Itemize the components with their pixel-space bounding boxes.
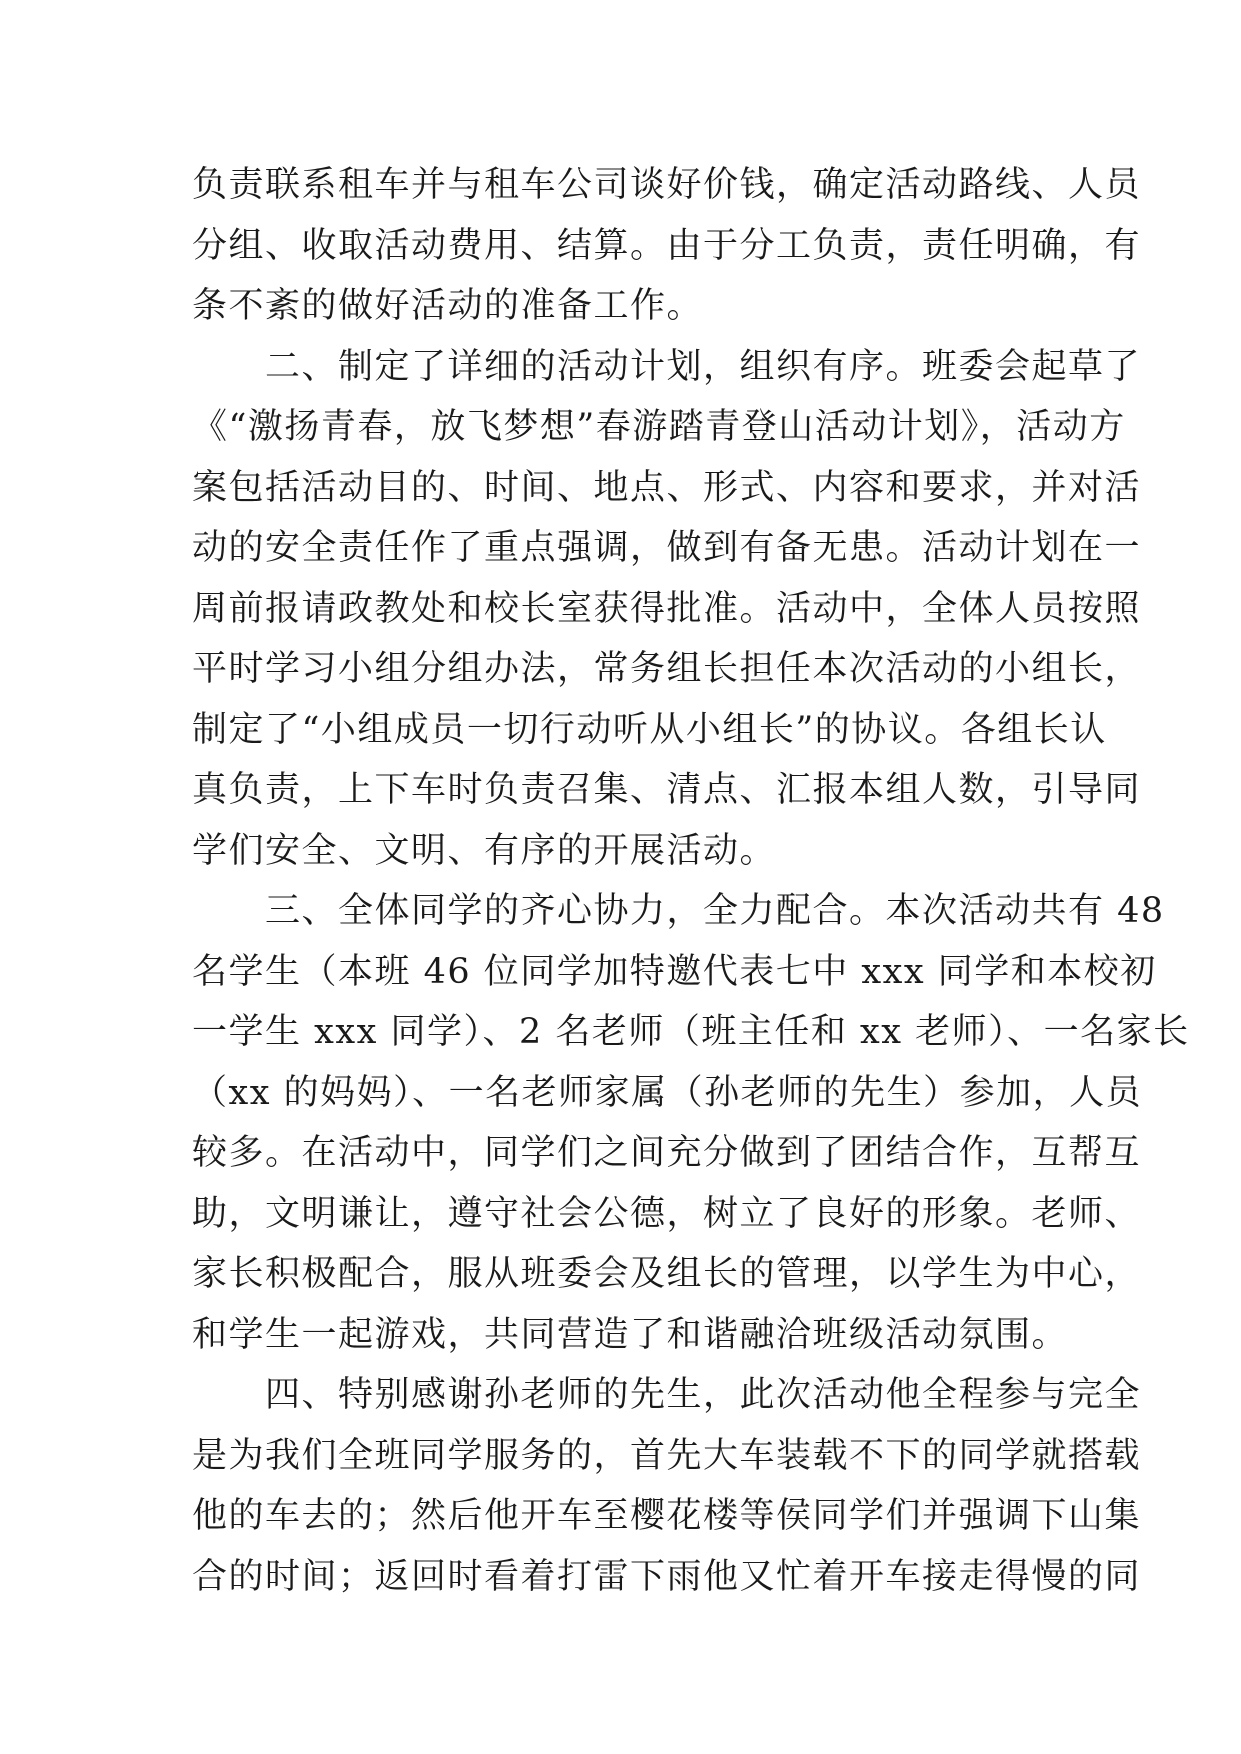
text-line: 制定了“小组成员一切行动听从小组长”的协议。各组长认: [192, 709, 1107, 750]
text-line: （xx 的妈妈）、一名老师家属（孙老师的先生）参加，人员: [192, 1072, 1143, 1113]
text-line: 是为我们全班同学服务的，首先大车装载不下的同学就搭载: [192, 1435, 1142, 1476]
text-line: 条不紊的做好活动的准备工作。: [192, 286, 704, 326]
text-line: 周前报请政教处和校长室获得批准。活动中，全体人员按照: [192, 588, 1142, 629]
text-line: 合的时间；返回时看着打雷下雨他又忙着开车接走得慢的同: [192, 1556, 1142, 1597]
text-line: 二、制定了详细的活动计划，组织有序。班委会起草了: [192, 346, 1142, 387]
text-line: 名学生（本班 46 位同学加特邀代表七中 xxx 同学和本校初: [192, 951, 1157, 992]
text-line: 较多。在活动中，同学们之间充分做到了团结合作，互帮互: [192, 1133, 1142, 1173]
text-line: 学们安全、文明、有序的开展活动。: [192, 830, 777, 871]
document-body: [192, 155, 1190, 1607]
text-line: 负责联系租车并与租车公司谈好价钱，确定活动路线、人员: [192, 165, 1142, 205]
text-line: 助，文明谦让，遵守社会公德，树立了良好的形象。老师、: [192, 1193, 1142, 1234]
text-line: 一学生 xxx 同学）、2 名老师（班主任和 xx 老师）、一名家长: [192, 1012, 1190, 1052]
text-line: 家长积极配合，服从班委会及组长的管理，以学生为中心，: [192, 1254, 1142, 1294]
text-line: 《“激扬青春，放飞梦想”春游踏青登山活动计划》，活动方: [192, 407, 1126, 447]
text-line: 平时学习小组分组办法，常务组长担任本次活动的小组长，: [192, 649, 1142, 689]
text-line: 真负责，上下车时负责召集、清点、汇报本组人数，引导同: [192, 770, 1142, 810]
text-line: 三、全体同学的齐心协力，全力配合。本次活动共有 48: [192, 891, 1165, 931]
text-line: 他的车去的；然后他开车至樱花楼等侯同学们并强调下山集: [192, 1496, 1142, 1536]
text-line: 分组、收取活动费用、结算。由于分工负责，责任明确，有: [192, 225, 1142, 266]
text-line: 案包括活动目的、时间、地点、形式、内容和要求，并对活: [192, 467, 1142, 508]
text-line: 四、特别感谢孙老师的先生，此次活动他全程参与完全: [192, 1375, 1142, 1415]
text-line: 和学生一起游戏，共同营造了和谐融洽班级活动氛围。: [192, 1314, 1069, 1355]
text-line: 动的安全责任作了重点强调，做到有备无患。活动计划在一: [192, 528, 1142, 568]
